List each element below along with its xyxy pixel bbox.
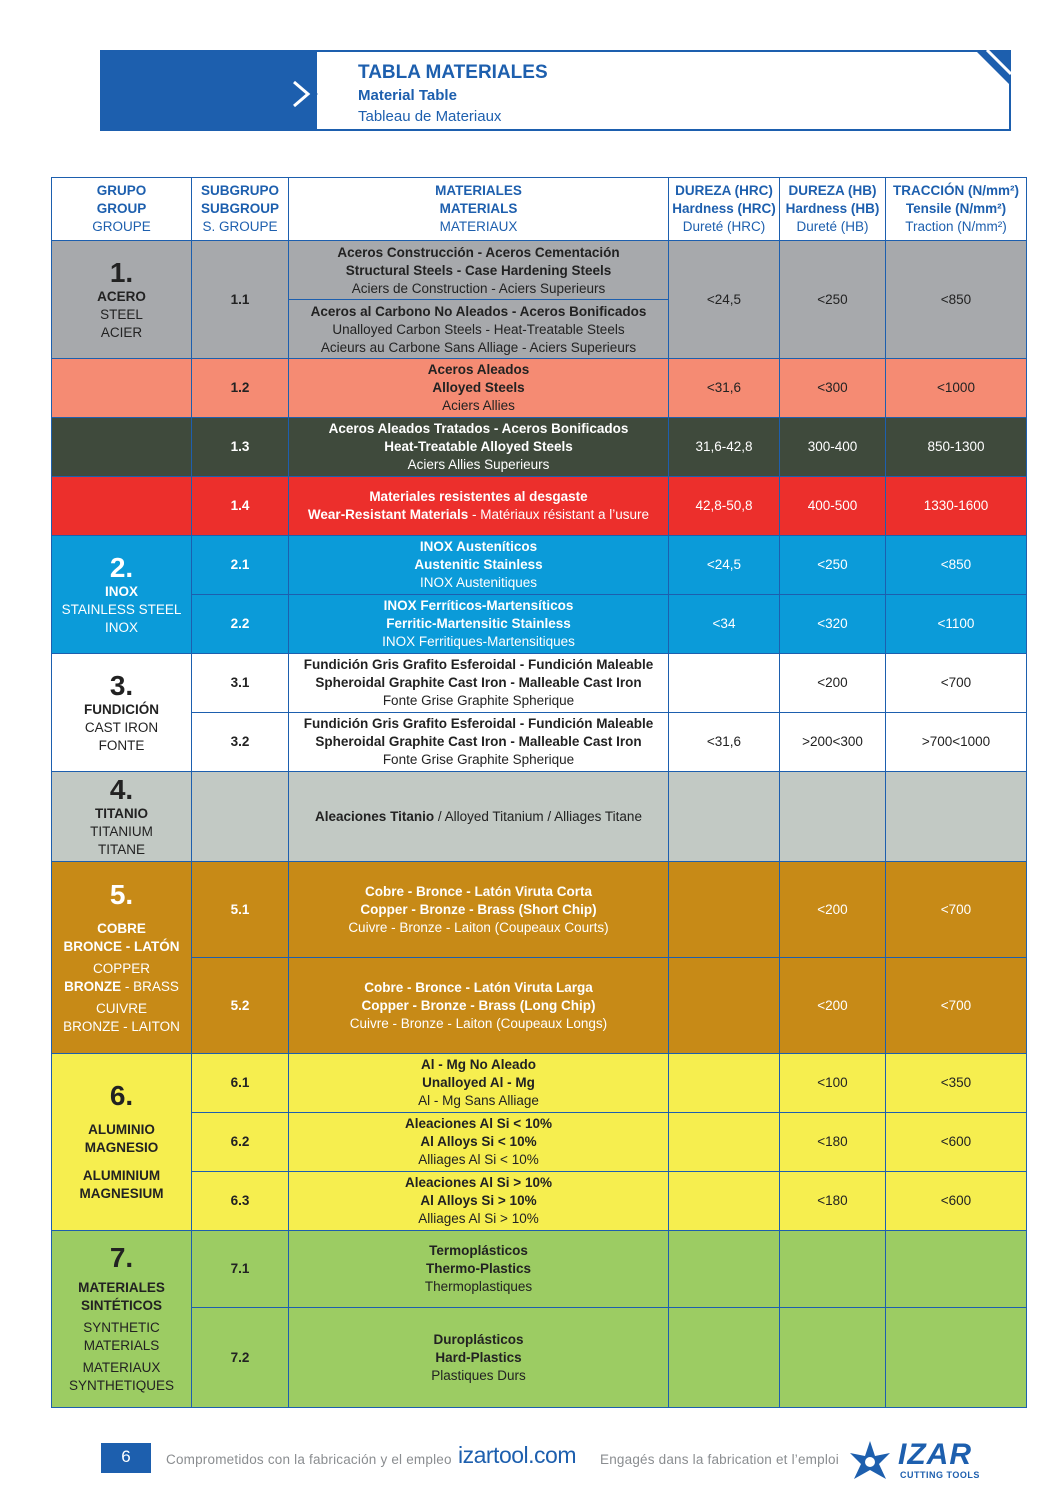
table-row [52, 1231, 1027, 1308]
tensile-cell: <850 [886, 241, 1027, 359]
brand-tagline: CUTTING TOOLS [900, 1470, 980, 1480]
subgroup-cell: 5.2 [192, 958, 289, 1054]
tensile-cell: <700 [886, 654, 1027, 713]
subgroup-cell: 6.2 [192, 1113, 289, 1172]
hrc-cell [669, 958, 780, 1054]
tensile-cell: <850 [886, 536, 1027, 595]
hb-cell: <250 [780, 536, 886, 595]
col-header-hb: DUREZA (HB) Hardness (HB) Dureté (HB) [780, 178, 886, 241]
table-row [52, 1172, 1027, 1231]
table-header-row [52, 178, 1027, 241]
page-header [100, 50, 1011, 131]
group-cell-empty [52, 477, 192, 536]
tensile-cell: 850-1300 [886, 418, 1027, 477]
hrc-cell: 31,6-42,8 [669, 418, 780, 477]
tensile-cell: <600 [886, 1113, 1027, 1172]
material-cell: Termoplásticos Thermo-Plastics Thermoplastiques [289, 1231, 669, 1308]
group-cell-synthetic: 7. MATERIALES SINTÉTICOS SYNTHETIC MATERIALS MATERIAUX SYNTHETIQUES [52, 1231, 192, 1408]
footer-slogan-es: Comprometidos con la fabricación y el empleo [166, 1452, 452, 1467]
hrc-cell [669, 654, 780, 713]
table-row [52, 713, 1027, 772]
hb-cell: <100 [780, 1054, 886, 1113]
tensile-cell [886, 1231, 1027, 1308]
group-cell-copper: 5. COBRE BRONCE - LATÓN COPPER BRONZE - BRASS CUIVRE BRONZE - LAITON [52, 862, 192, 1054]
brand-logo-text: IZAR [898, 1438, 972, 1471]
hrc-cell [669, 1172, 780, 1231]
group-cell-cast-iron: 3. FUNDICIÓN CAST IRON FONTE [52, 654, 192, 772]
table-row [52, 1308, 1027, 1408]
group-cell-aluminium: 6. ALUMINIO MAGNESIO ALUMINIUM MAGNESIUM [52, 1054, 192, 1231]
tensile-cell: <1100 [886, 595, 1027, 654]
table-row [52, 772, 1027, 862]
material-cell: Aceros Aleados Tratados - Aceros Bonificados Heat-Treatable Alloyed Steels Aciers Allies Superieurs [289, 418, 669, 477]
table-row [52, 862, 1027, 958]
hrc-cell [669, 1054, 780, 1113]
subgroup-cell: 1.2 [192, 359, 289, 418]
header-blue-block [102, 52, 317, 129]
hrc-cell [669, 1308, 780, 1408]
hrc-cell: 42,8-50,8 [669, 477, 780, 536]
page-subtitle-en: Material Table [358, 87, 457, 104]
material-cell: Al - Mg No Aleado Unalloyed Al - Mg Al - Mg Sans Alliage [289, 1054, 669, 1113]
tensile-cell: <600 [886, 1172, 1027, 1231]
material-cell: Fundición Gris Grafito Esferoidal - Fundición Maleable Spheroidal Graphite Cast Iron - Malleable Cast Iron Fonte Grise Graphite Spherique [289, 713, 669, 772]
subgroup-cell: 1.3 [192, 418, 289, 477]
subgroup-cell: 1.4 [192, 477, 289, 536]
material-cell: Aleaciones Titanio / Alloyed Titanium / Alliages Titane [289, 772, 669, 862]
hrc-cell [669, 1113, 780, 1172]
hrc-cell [669, 862, 780, 958]
table-row [52, 477, 1027, 536]
col-header-materials: MATERIALES MATERIALS MATERIAUX [289, 178, 669, 241]
hb-cell [780, 1231, 886, 1308]
tensile-cell: <350 [886, 1054, 1027, 1113]
hb-cell: >200<300 [780, 713, 886, 772]
table-row [52, 359, 1027, 418]
table-row [52, 595, 1027, 654]
table-row [52, 654, 1027, 713]
subgroup-cell: 3.2 [192, 713, 289, 772]
hrc-cell: <24,5 [669, 241, 780, 359]
hb-cell: 400-500 [780, 477, 886, 536]
hrc-cell: <24,5 [669, 536, 780, 595]
group-cell-stainless: 2. INOX STAINLESS STEEL INOX [52, 536, 192, 654]
tensile-cell: <700 [886, 862, 1027, 958]
col-header-hrc: DUREZA (HRC) Hardness (HRC) Dureté (HRC) [669, 178, 780, 241]
hrc-cell: <34 [669, 595, 780, 654]
materials-table [51, 177, 1027, 1408]
hrc-cell [669, 772, 780, 862]
tensile-cell [886, 772, 1027, 862]
material-cell: Duroplásticos Hard-Plastics Plastiques Durs [289, 1308, 669, 1408]
material-cell: Aleaciones Al Si > 10% Al Alloys Si > 10% Alliages Al Si > 10% [289, 1172, 669, 1231]
group-cell-empty [52, 418, 192, 477]
table-row [52, 536, 1027, 595]
subgroup-cell: 5.1 [192, 862, 289, 958]
page-title: TABLA MATERIALES [358, 62, 548, 83]
subgroup-cell: 7.2 [192, 1308, 289, 1408]
table-row [52, 418, 1027, 477]
tensile-cell: <700 [886, 958, 1027, 1054]
group-cell-titanium: 4. TITANIO TITANIUM TITANE [52, 772, 192, 862]
footer-website-link[interactable]: izartool.com [458, 1442, 576, 1468]
page-number: 6 [101, 1443, 151, 1471]
subgroup-cell: 2.2 [192, 595, 289, 654]
subgroup-cell: 1.1 [192, 241, 289, 359]
hb-cell: <200 [780, 654, 886, 713]
tensile-cell: 1330-1600 [886, 477, 1027, 536]
izar-star-logo-icon [848, 1439, 892, 1483]
material-cell: Fundición Gris Grafito Esferoidal - Fundición Maleable Spheroidal Graphite Cast Iron - Malleable Cast Iron Fonte Grise Graphite Spherique [289, 654, 669, 713]
page-subtitle-fr: Tableau de Materiaux [358, 108, 502, 125]
material-cell: INOX Austeníticos Austenitic Stainless INOX Austenitiques [289, 536, 669, 595]
group-cell-empty [52, 359, 192, 418]
hb-cell [780, 772, 886, 862]
hb-cell: <200 [780, 862, 886, 958]
tensile-cell: <1000 [886, 359, 1027, 418]
subgroup-cell: 6.1 [192, 1054, 289, 1113]
footer-slogan-fr: Engagés dans la fabrication et l’emploi [600, 1452, 839, 1467]
table-row [52, 1113, 1027, 1172]
hb-cell: <300 [780, 359, 886, 418]
group-cell-steel: 1. ACERO STEEL ACIER [52, 241, 192, 359]
material-cell: Cobre - Bronce - Latón Viruta Corta Copper - Bronze - Brass (Short Chip) Cuivre - Bronze - Laiton (Coupeaux Courts) [289, 862, 669, 958]
hb-cell [780, 1308, 886, 1408]
material-cell: Materiales resistentes al desgaste Wear-Resistant Materials - Matériaux résistant a l’usure [289, 477, 669, 536]
tensile-cell: >700<1000 [886, 713, 1027, 772]
subgroup-cell: 6.3 [192, 1172, 289, 1231]
hb-cell: <250 [780, 241, 886, 359]
hb-cell: 300-400 [780, 418, 886, 477]
subgroup-cell [192, 772, 289, 862]
hb-cell: <200 [780, 958, 886, 1054]
material-cell: Aceros Construcción - Aceros Cementación Structural Steels - Case Hardening Steels Aciers de Construction - Aciers Superieurs Aceros al Carbono No Aleados - Aceros Bonificados Unalloyed Carbon Steels - Heat-Treatable Steels Acieurs au Carbone Sans Alliage - Aciers Superieurs [289, 241, 669, 359]
material-cell: Cobre - Bronce - Latón Viruta Larga Copper - Bronze - Brass (Long Chip) Cuivre - Bronze - Laiton (Coupeaux Longs) [289, 958, 669, 1054]
table-row [52, 958, 1027, 1054]
corner-stripes-icon [975, 50, 1011, 86]
material-cell: Aceros Aleados Alloyed Steels Aciers Allies [289, 359, 669, 418]
subgroup-cell: 7.1 [192, 1231, 289, 1308]
table-row [52, 1054, 1027, 1113]
hrc-cell [669, 1231, 780, 1308]
hb-cell: <320 [780, 595, 886, 654]
table-row [52, 241, 1027, 359]
subgroup-cell: 2.1 [192, 536, 289, 595]
chevron-right-icon [288, 74, 318, 114]
subgroup-cell: 3.1 [192, 654, 289, 713]
hb-cell: <180 [780, 1113, 886, 1172]
page-number-underline [101, 1471, 151, 1473]
col-header-subgroup: SUBGRUPO SUBGROUP S. GROUPE [192, 178, 289, 241]
hrc-cell: <31,6 [669, 359, 780, 418]
hb-cell: <180 [780, 1172, 886, 1231]
col-header-group: GRUPO GROUP GROUPE [52, 178, 192, 241]
col-header-tensile: TRACCIÓN (N/mm²) Tensile (N/mm²) Traction (N/mm²) [886, 178, 1027, 241]
tensile-cell [886, 1308, 1027, 1408]
material-cell: INOX Ferríticos-Martensíticos Ferritic-Martensitic Stainless INOX Ferritiques-Martensitiques [289, 595, 669, 654]
material-cell: Aleaciones Al Si < 10% Al Alloys Si < 10% Alliages Al Si < 10% [289, 1113, 669, 1172]
hrc-cell: <31,6 [669, 713, 780, 772]
